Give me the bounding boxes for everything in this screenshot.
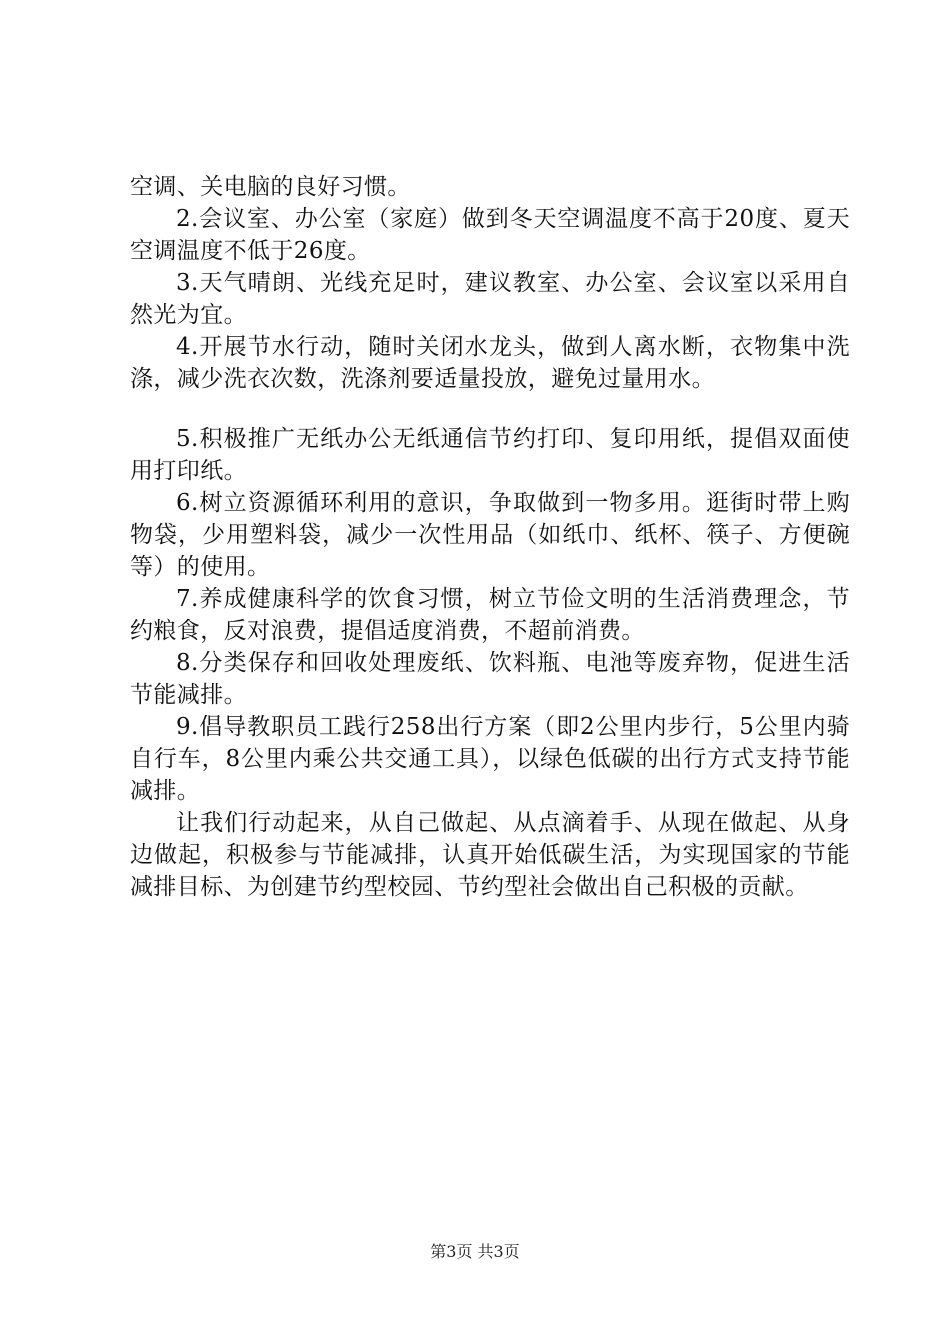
paragraph-item-8: 8.分类保存和回收处理废纸、饮料瓶、电池等废弃物，促进生活节能减排。 (130, 650, 850, 708)
paragraph-continuation: 空调、关电脑的良好习惯。 (130, 174, 411, 200)
paragraph-item-9: 9.倡导教职员工践行258出行方案（即2公里内步行，5公里内骑自行车，8公里内乘公共交通工具），以绿色低碳的出行方式支持节能减排。 (130, 714, 850, 804)
paragraph-item-5: 5.积极推广无纸办公无纸通信节约打印、复印用纸，提倡双面使用打印纸。 (130, 426, 850, 484)
paragraph-item-3: 3.天气晴朗、光线充足时，建议教室、办公室、会议室以采用自然光为宜。 (130, 270, 850, 328)
paragraph-closing: 让我们行动起来，从自己做起、从点滴着手、从现在做起、从身边做起，积极参与节能减排，认真开始低碳生活，为实现国家的节能减排目标、为创建节约型校园、节约型社会做出自己积极的贡献。 (130, 810, 850, 900)
document-body (130, 171, 850, 903)
paragraph-item-7: 7.养成健康科学的饮食习惯，树立节俭文明的生活消费理念，节约粮食，反对浪费，提倡适度消费，不超前消费。 (130, 586, 850, 644)
page-number-footer: 第3页 共3页 (430, 1242, 520, 1261)
paragraph-item-4: 4.开展节水行动，随时关闭水龙头，做到人离水断，衣物集中洗涤，减少洗衣次数，洗涤剂要适量投放，避免过量用水。 (130, 334, 850, 392)
paragraph-item-6: 6.树立资源循环利用的意识，争取做到一物多用。逛街时带上购物袋，少用塑料袋，减少一次性用品（如纸巾、纸杯、筷子、方便碗等）的使用。 (130, 490, 850, 580)
paragraph-item-2: 2.会议室、办公室（家庭）做到冬天空调温度不高于20度、夏天空调温度不低于26度。 (130, 206, 850, 264)
